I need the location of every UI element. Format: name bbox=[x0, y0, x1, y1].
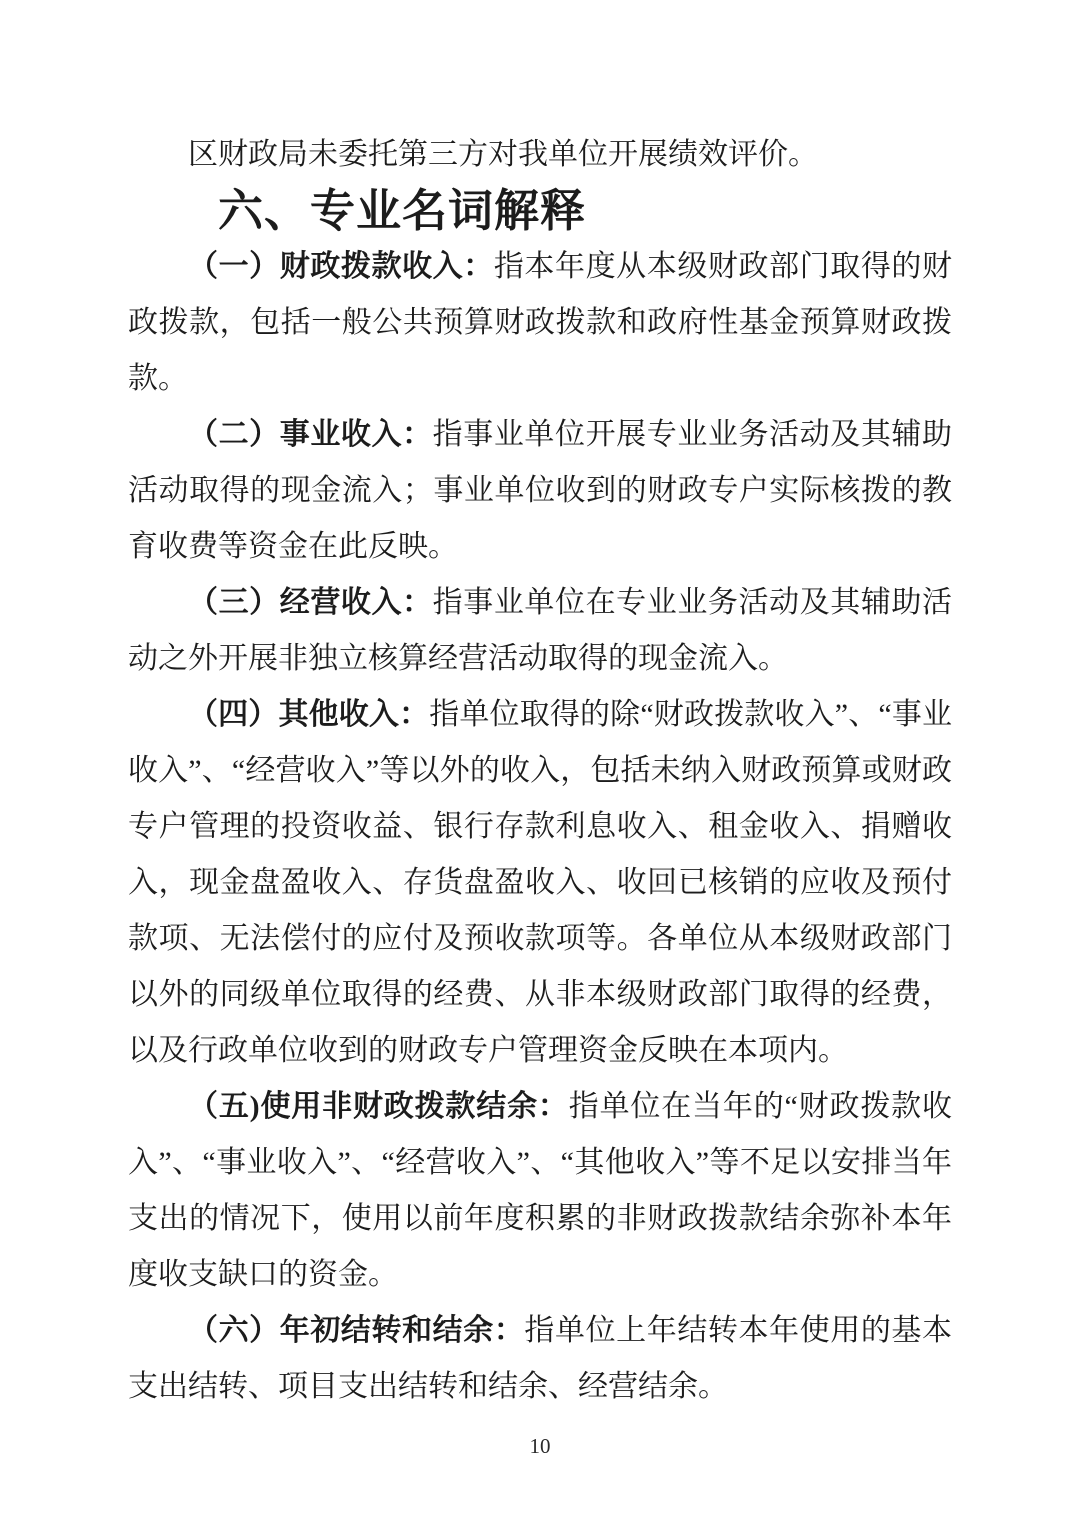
term-paragraph-5 bbox=[128, 1079, 952, 1303]
term-label: （五)使用非财政拨款结余： bbox=[188, 1090, 569, 1123]
term-definition: 指单位取得的除“财政拨款收入”、“事业收入”、“经营收入”等以外的收入，包括未纳入财政预算或财政专户管理的投资收益、银行存款利息收入、租金收入、捐赠收入，现金盘盈收入、存货盘盈收入、收回已核销的应收及预付款项、无法偿付的应付及预收款项等。各单位从本级财政部门以外的同级单位取得的经费、从非本级财政部门取得的经费，以及行政单位收到的财政专户管理资金反映在本项内。 bbox=[128, 698, 952, 1067]
intro-paragraph bbox=[128, 127, 952, 183]
term-definition: 指单位上年结转本年使用的基本支出结转、项目支出结转和结余、经营结余。 bbox=[128, 1314, 953, 1403]
term-label: （一）财政拨款收入： bbox=[188, 250, 494, 283]
term-definition: 指本年度从本级财政部门取得的财政拨款，包括一般公共预算财政拨款和政府性基金预算财政拨款。 bbox=[128, 250, 953, 395]
term-definition: 指事业单位在专业业务活动及其辅助活动之外开展非独立核算经营活动取得的现金流入。 bbox=[128, 586, 953, 675]
intro-text: 区财政局未委托第三方对我单位开展绩效评价。 bbox=[188, 138, 818, 171]
term-label: （二）事业收入： bbox=[188, 418, 433, 451]
term-label: （四）其他收入： bbox=[188, 698, 430, 731]
term-paragraph-4 bbox=[128, 687, 952, 1079]
section-heading-text: 六、专业名词解释 bbox=[218, 185, 587, 236]
term-paragraph-2 bbox=[128, 407, 952, 575]
term-definition: 指单位在当年的“财政拨款收入”、“事业收入”、“经营收入”、“其他收入”等不足以安排当年支出的情况下，使用以前年度积累的非财政拨款结余弥补本年度收支缺口的资金。 bbox=[128, 1090, 952, 1291]
term-definition: 指事业单位开展专业业务活动及其辅助活动取得的现金流入；事业单位收到的财政专户实际核拨的教育收费等资金在此反映。 bbox=[128, 418, 953, 563]
term-paragraph-1 bbox=[128, 239, 952, 407]
term-paragraph-6 bbox=[128, 1303, 952, 1415]
page-number: 10 bbox=[529, 1434, 551, 1458]
section-heading bbox=[128, 183, 952, 239]
term-paragraph-3 bbox=[128, 575, 952, 687]
term-label: （三）经营收入： bbox=[188, 586, 433, 619]
term-label: （六）年初结转和结余： bbox=[188, 1314, 525, 1347]
